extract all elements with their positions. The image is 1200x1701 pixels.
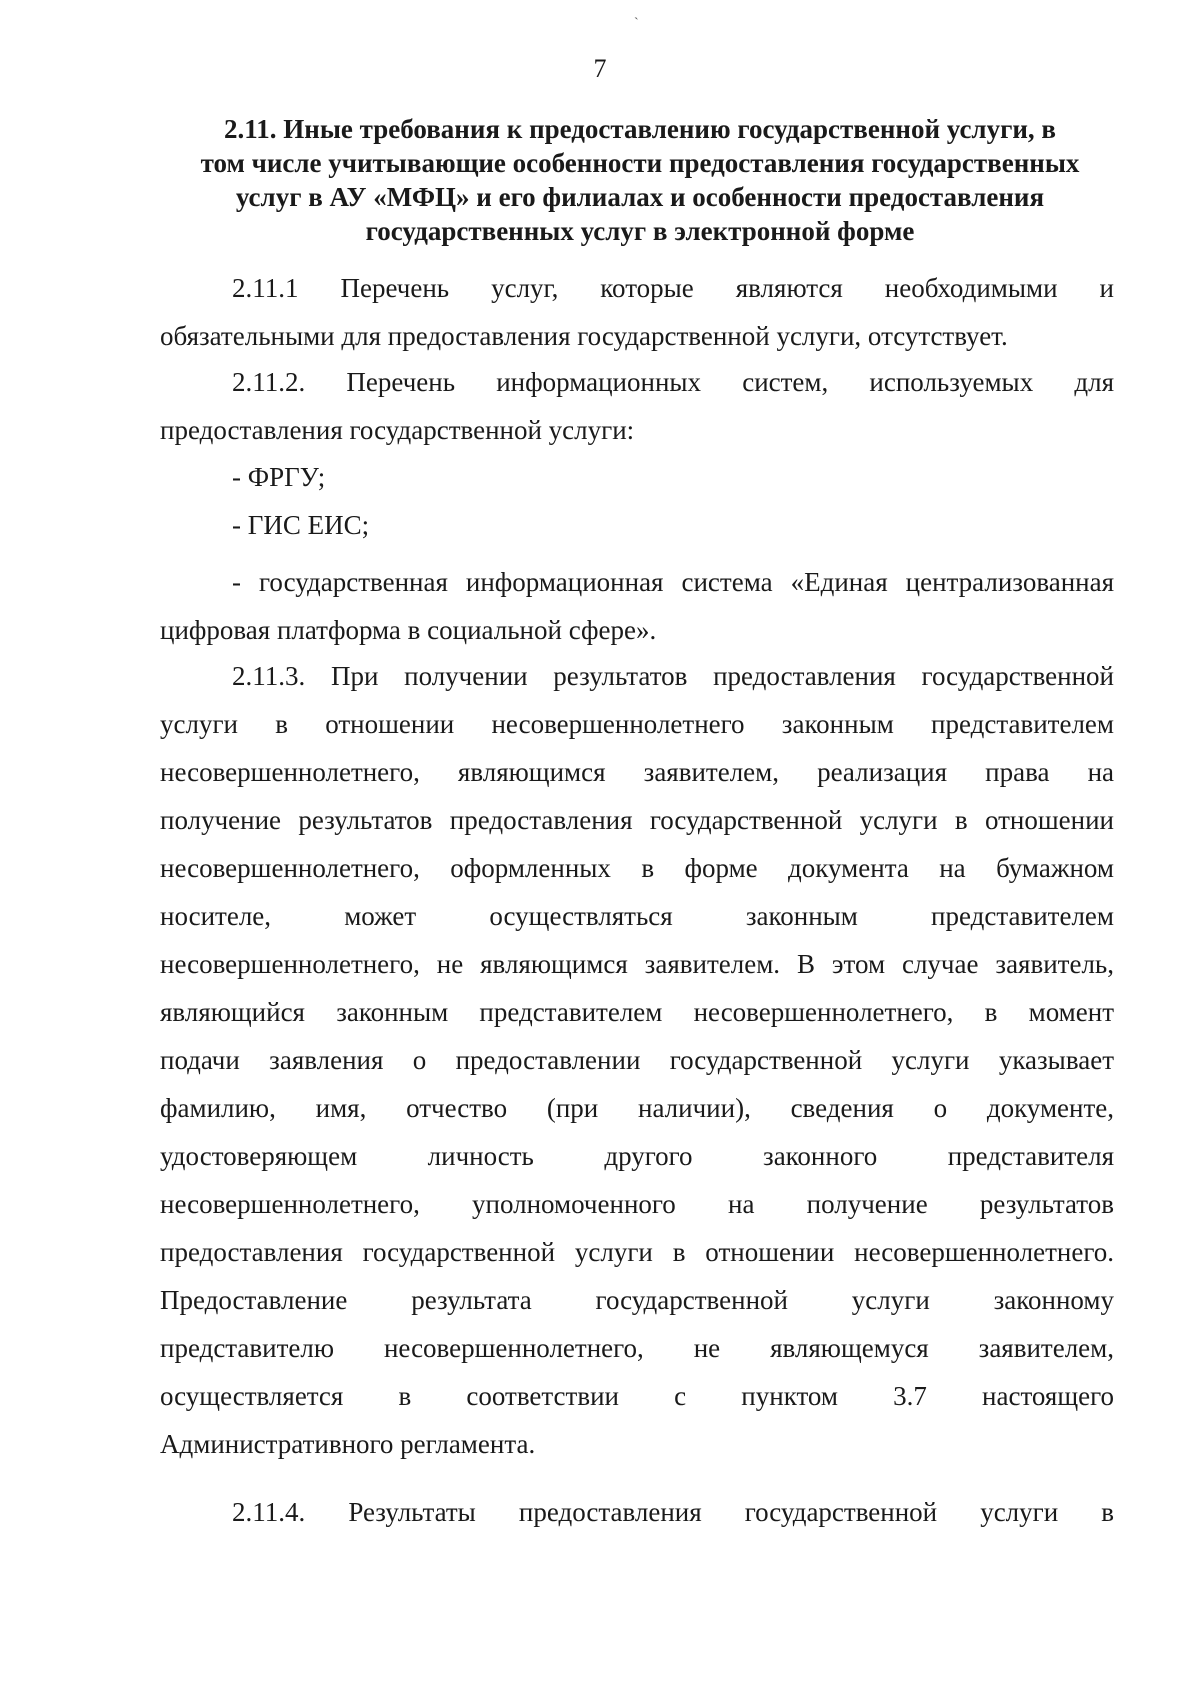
paragraph-line: Административного регламента. [160,1429,536,1459]
paragraph-line: представителю несовершеннолетнего, не являющемуся заявителем, [160,1333,1114,1363]
paragraph-system-item [160,558,1114,654]
paragraph-line: осуществляется в соответствии с пунктом 3.7 настоящего [160,1381,1114,1411]
paragraph-line: несовершеннолетнего, являющимся заявителем, реализация права на [160,757,1114,787]
paragraph-2-11-1 [160,264,1114,360]
section-heading [150,112,1130,248]
list-item: - ФРГУ; [232,462,326,492]
paragraph-line: предоставления государственной услуги: [160,415,635,445]
paragraph-line: фамилию, имя, отчество (при наличии), сведения о документе, [160,1093,1114,1123]
heading-line: том числе учитывающие особенности предоставления государственных [200,148,1080,178]
paragraph-line: носителе, может осуществляться законным представителем [160,901,1114,931]
paragraph-line: несовершеннолетнего, оформленных в форме документа на бумажном [160,853,1114,883]
paragraph-line: являющийся законным представителем несовершеннолетнего, в момент [160,997,1114,1027]
paragraph-2-11-3 [160,652,1114,1468]
paragraph-line: несовершеннолетнего, не являющимся заявителем. В этом случае заявитель, [160,949,1114,979]
paragraph-line: 2.11.4. Результаты предоставления государственной услуги в [232,1497,1114,1527]
paragraph-line: несовершеннолетнего, уполномоченного на получение результатов [160,1189,1114,1219]
paragraph-line: предоставления государственной услуги в отношении несовершеннолетнего. [160,1237,1114,1267]
paragraph-line: обязательными для предоставления государственной услуги, отсутствует. [160,321,1008,351]
paragraph-line: цифровая платформа в социальной сфере». [160,615,657,645]
paragraph-line: Предоставление результата государственной услуги законному [160,1285,1114,1315]
paragraph-line: 2.11.3. При получении результатов предоставления государственной [232,661,1114,691]
paragraph-line: удостоверяющем личность другого законного представителя [160,1141,1114,1171]
paragraph-2-11-2 [160,358,1114,454]
paragraph-line: подачи заявления о предоставлении государственной услуги указывает [160,1045,1114,1075]
paragraph-line: услуги в отношении несовершеннолетнего законным представителем [160,709,1114,739]
page-number: 7 [593,54,607,83]
paragraph-line: 2.11.2. Перечень информационных систем, используемых для [232,367,1114,397]
heading-line: государственных услуг в электронной форме [365,216,915,246]
heading-line: услуг в АУ «МФЦ» и его филиалах и особенности предоставления [235,182,1045,212]
paragraph-2-11-4 [160,1488,1114,1536]
paragraph-line: 2.11.1 Перечень услуг, которые являются необходимыми и [232,273,1114,303]
paragraph-line: - государственная информационная система «Единая централизованная [232,567,1114,597]
heading-line: 2.11. Иные требования к предоставлению государственной услуги, в [224,114,1056,144]
list-item: - ГИС ЕИС; [232,510,370,540]
scan-artifact-mark: ˋ [634,16,639,31]
paragraph-line: получение результатов предоставления государственной услуги в отношении [160,805,1114,835]
